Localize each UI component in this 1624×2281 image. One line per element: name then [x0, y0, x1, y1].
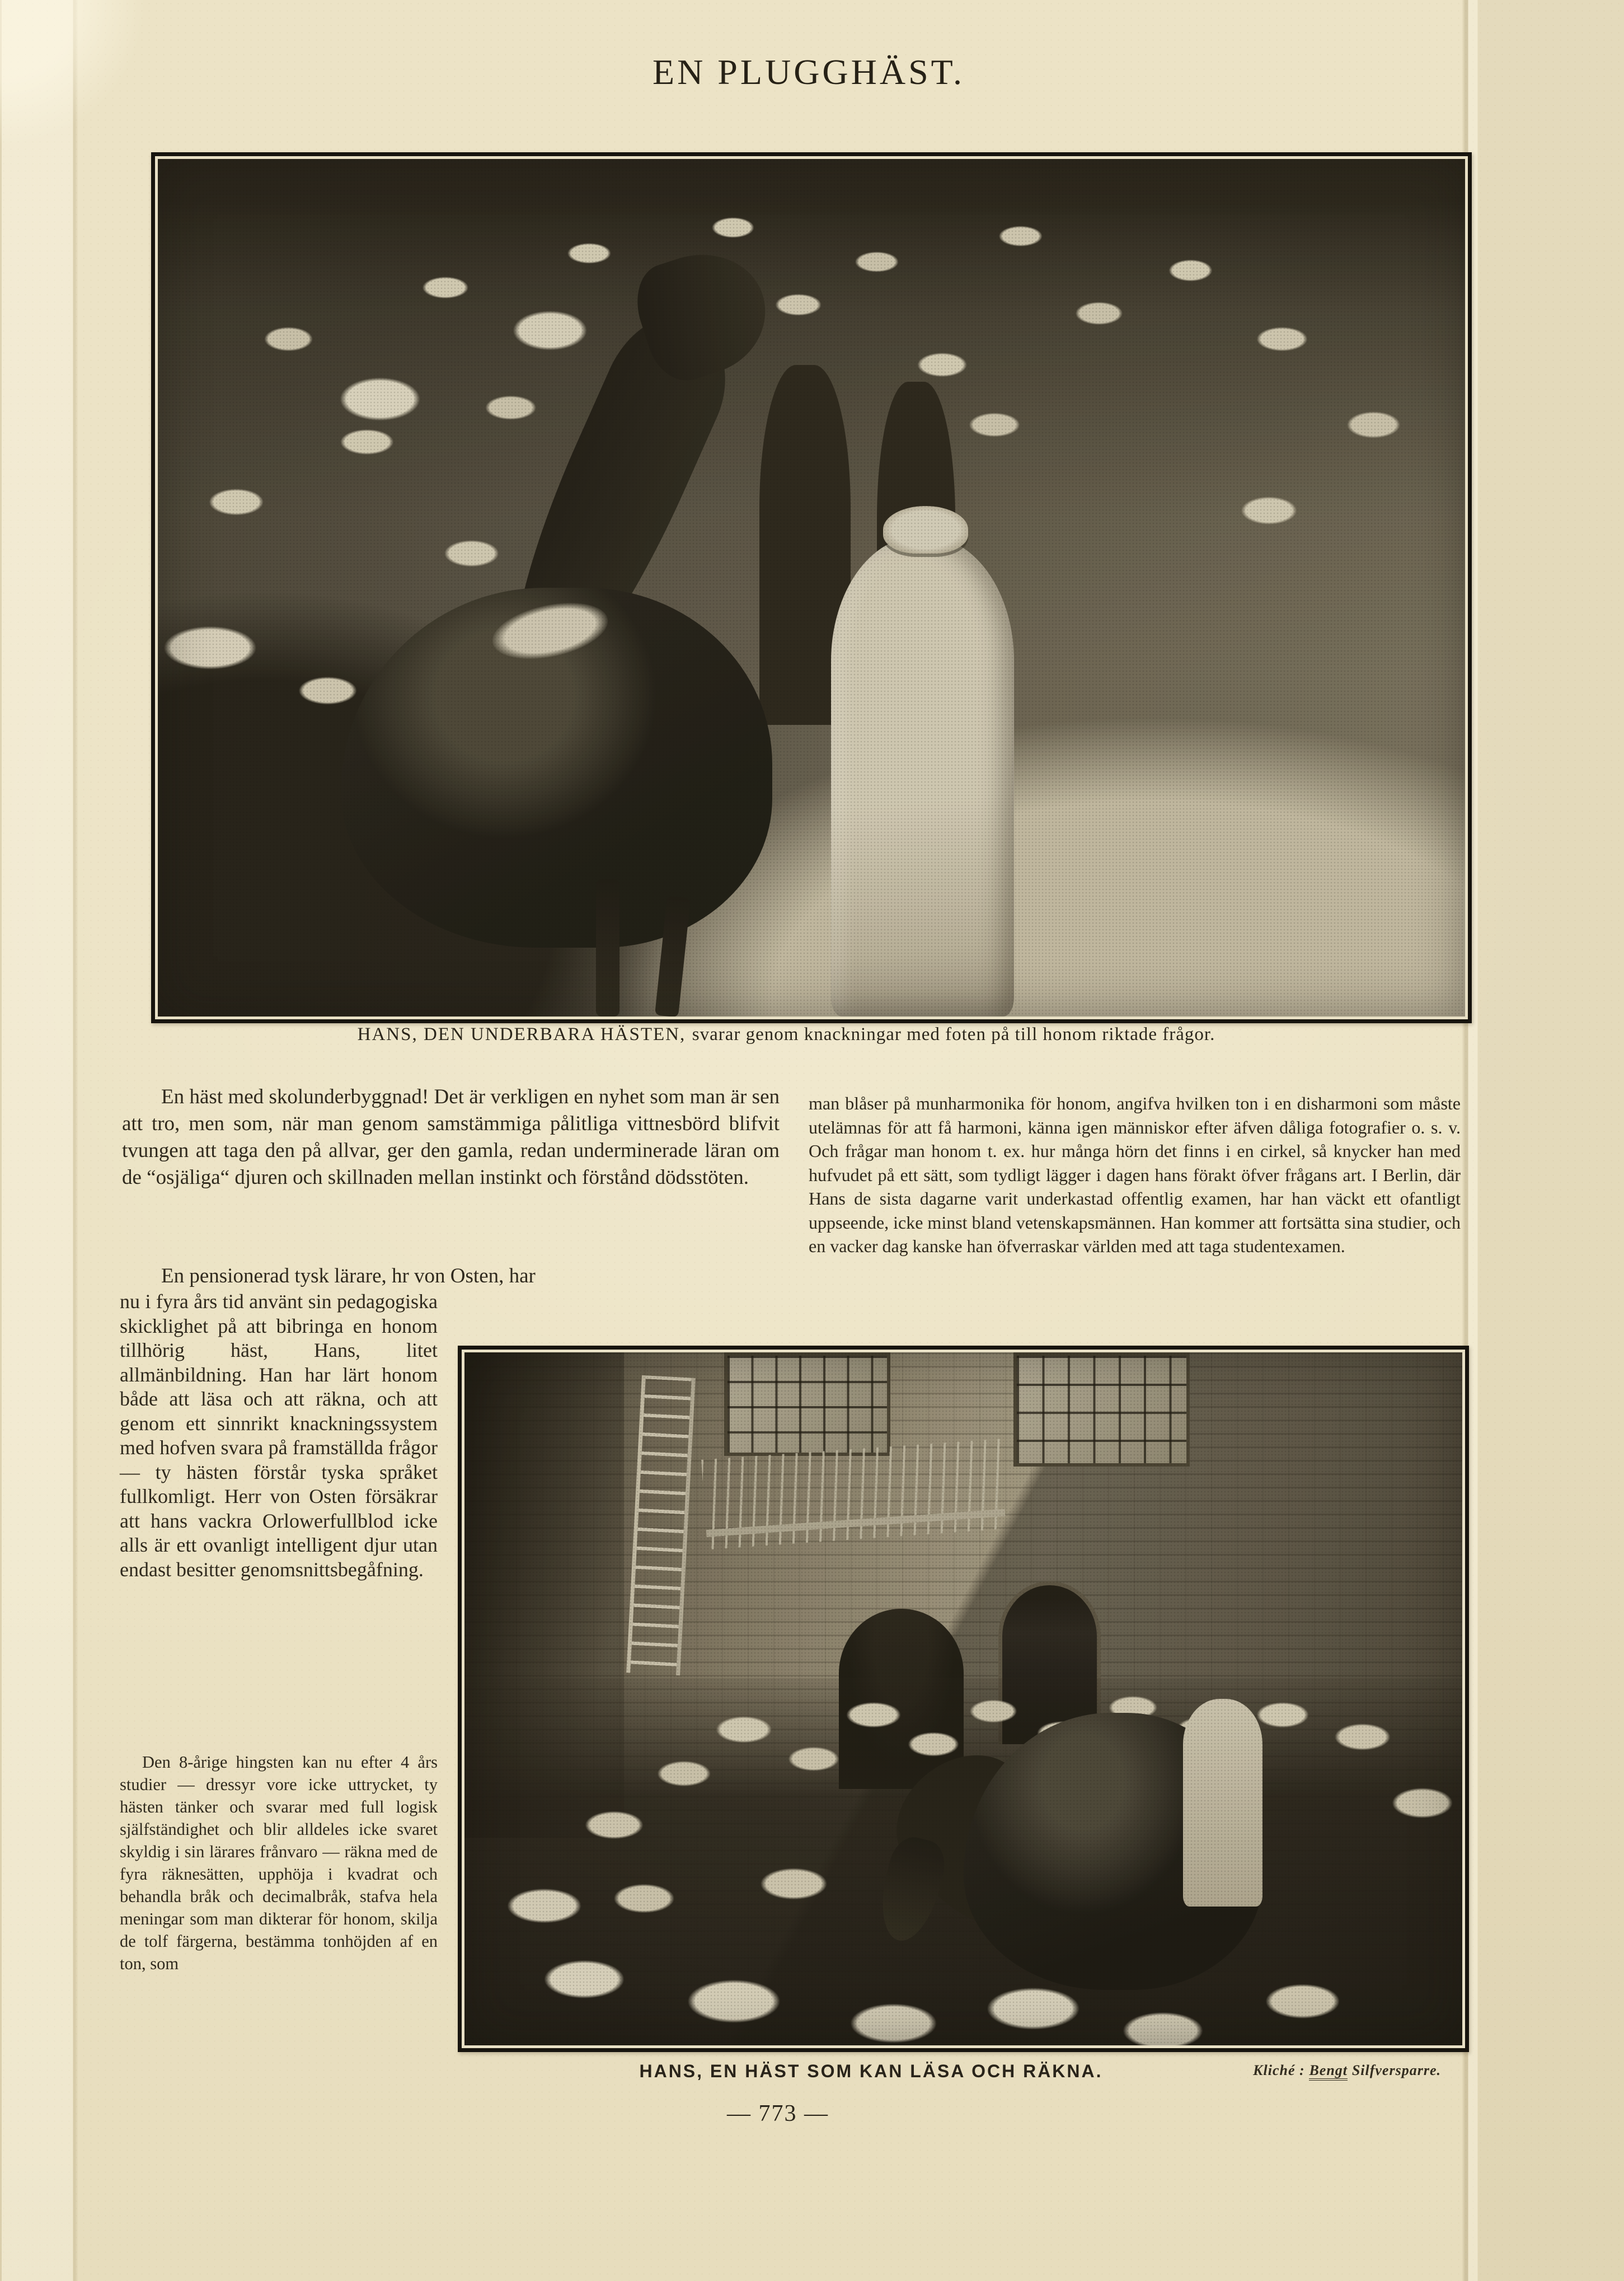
article-paragraph-2-lead: En pensionerad tysk lärare, hr von Osten, har [161, 1264, 536, 1287]
man-light-shirt [1183, 1699, 1263, 1907]
dark-left-stair [464, 1352, 624, 1838]
photo2-caption: HANS, EN HÄST SOM KAN LÄSA OCH RÄKNA. [639, 2061, 1103, 2081]
horse-head [626, 237, 781, 390]
photo2-credit-surname: Silfversparre. [1351, 2062, 1441, 2078]
photo1-caption [129, 1024, 1444, 1045]
photo1-caption-rest: svarar genom knackningar med foten på till honom riktade frågor. [692, 1024, 1215, 1045]
crowd-with-hats [464, 1678, 1462, 2045]
horse-body [964, 1713, 1263, 1990]
horse-neck [873, 1730, 1094, 1958]
groom-white-coat [831, 536, 1014, 1017]
photo2-credit-label: Kliché : [1253, 2062, 1305, 2078]
photo-hans-courtyard-art [464, 1352, 1462, 2045]
photo-hans-crowd-art [158, 159, 1465, 1017]
photo-hans-crowd [151, 152, 1472, 1023]
horse-saddle [487, 593, 613, 668]
photo2-credit [1253, 2062, 1441, 2079]
article-paragraph-2: nu i fyra års tid använt sin pedagogiska skicklighet på att bibringa en honom tillhörig häst, Hans, litet allmänbildning. Han har lärt honom både att läsa och att räkna, och att genom ett sinnrikt knackningssystem med hofven svara på framställda frågor — ty hästen förstår tyska språket fullkomligt. Herr von Osten försäkrar att hans vackra Orlowerfullblod icke alls är ett ovanligt intelligent djur utan endast besitter genomsnittsbegåfning. [120, 1290, 438, 1581]
hanging-harrow [701, 1439, 1006, 1550]
groom-cap [883, 506, 968, 553]
article-column-2: man blåser på munharmonika för honom, angifva hvilken ton i en disharmoni som måste utelämnas för att få harmoni, känna igen människor efter äfven dåliga fotografier o. s. v. Och frågar man honom t. ex. hur många hörn det finns i en cirkel, så knycker han med hufvudet på ett sätt, som tydligt lägger i dagen hans förakt öfver frågans art. I Berlin, där Hans de sista dagarne varit underkastad offentlig examen, har han väckt ett ofantligt uppseende, icke minst bland vetenskapsmännen. Han kommer att fortsätta sina studier, och en vacker dag kanske han öfverraskar världen med att taga studentexamen. [809, 1093, 1461, 1256]
horse-head [872, 1832, 950, 1946]
horse-leg [596, 879, 619, 1017]
photo2-credit-name: Bengt [1309, 2062, 1348, 2081]
article-paragraph-3-small: Den 8-årige hingsten kan nu efter 4 års studier — dressyr vore icke uttrycket, ty hästen tänker och svarar med full logisk själfständighet och blir alldeles icke svaret skyldig i sin lärares frånvaro — räkna med de fyra räknesätten, upphöja i kvadrat och behandla bråk och decimalbråk, stafva hela meningar som man dikterar för honom, skilja de tolf färgerna, bestämma tonhöjden af en ton, som [120, 1753, 438, 1973]
ladder [626, 1375, 696, 1676]
bystander-figure [759, 365, 851, 725]
wall-shadow [464, 1352, 1462, 2045]
page-title: EN PLUGGHÄST. [652, 52, 965, 92]
horse-neck [481, 298, 749, 706]
factory-window [724, 1352, 890, 1456]
page-number: — 773 — [727, 2101, 829, 2127]
photo2-caption-row [435, 2061, 1441, 2095]
photo1-caption-lead: HANS, DEN UNDERBARA HÄSTEN, [357, 1024, 686, 1045]
article-paragraph-1: En häst med skolunderbyggnad! Det är verkligen en nyhet som man är sen att tro, men som, när man genom samstämmiga pålitliga vittnesbörd blifvit tvungen att taga den på allvar, ger den gamla, redan underminerade läran om de “osjäliga“ djuren och skillnaden mellan instinkt och förstånd dödsstöten. [122, 1085, 780, 1189]
arched-doorway [839, 1609, 964, 1789]
bystander-figure [877, 382, 955, 725]
horse-body [341, 588, 772, 948]
arched-window [998, 1581, 1101, 1745]
horse-leg [655, 896, 691, 1017]
photo-hans-courtyard [458, 1346, 1469, 2052]
factory-window [1013, 1352, 1190, 1467]
